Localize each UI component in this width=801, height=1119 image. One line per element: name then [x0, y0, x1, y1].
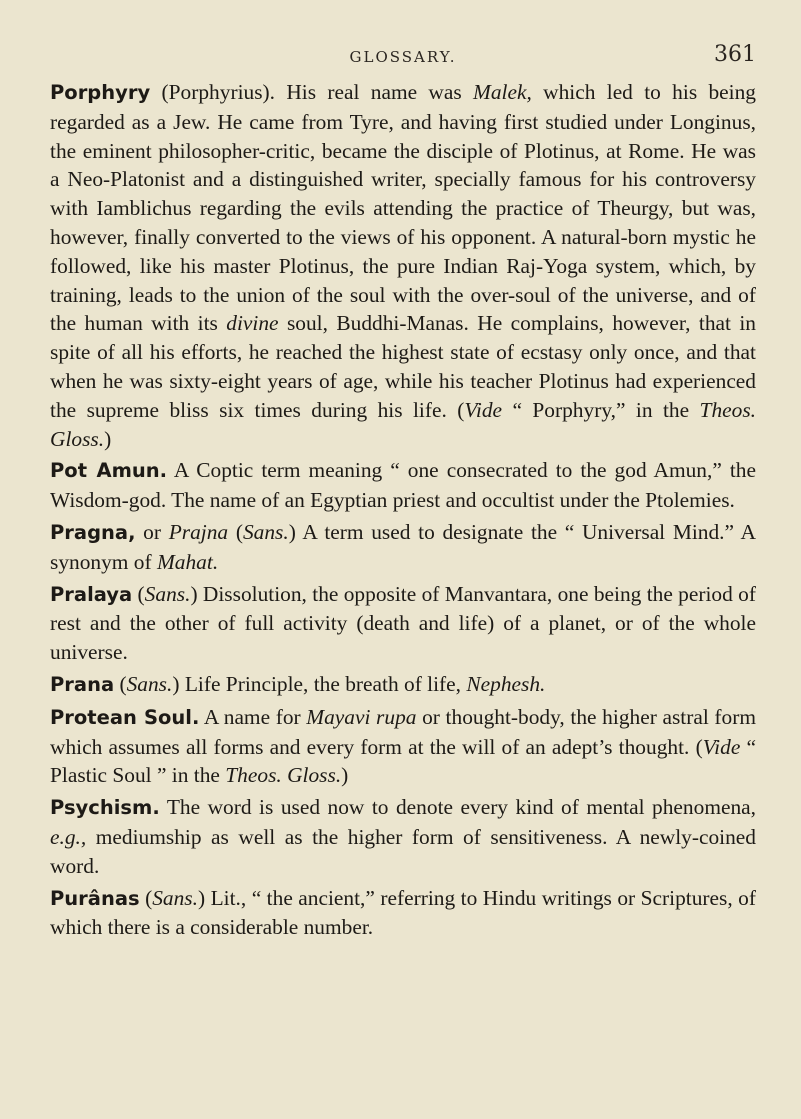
entry-text: soul, Buddhi-Manas. He complains, however, that in spite of all his efforts, he reached the highest state of ecstasy only once, and that when he was sixty-eight years of age, while his teacher Plotinus had experienced the supreme bliss six times during his life. (: [50, 311, 757, 422]
book-page: [50, 42, 757, 1088]
entry-italic-text: Theos. Gloss.: [225, 763, 342, 788]
entry-text: The word is used now to denote every kind of mental phenomena,: [159, 795, 756, 820]
entry-italic-text: Mayavi rupa: [306, 704, 417, 729]
glossary-entry: [50, 670, 756, 700]
entry-text: ) Lit., “ the ancient,” referring to Hindu writings or Scriptures, of which there is a considerable number.: [50, 885, 756, 940]
entry-text: mediumship as well as the higher form of sensitiveness. A newly-coined word.: [50, 824, 756, 878]
entry-term: Protean Soul.: [50, 705, 200, 729]
entry-italic-text: Nephesh.: [466, 671, 546, 696]
entry-text: ): [341, 763, 349, 788]
entry-text: (: [228, 519, 243, 544]
entry-italic-text: Malek,: [473, 80, 532, 104]
entry-term: Porphyry: [50, 81, 151, 104]
entry-italic-text: Sans.: [152, 885, 198, 910]
entry-text: A name for: [199, 704, 307, 729]
glossary-entry: [50, 78, 756, 453]
entry-italic-text: Vide: [702, 734, 741, 759]
glossary-entry: [50, 884, 756, 943]
entry-italic-text: Vide: [464, 397, 503, 422]
entry-term: Pot Amun.: [50, 459, 168, 483]
entry-term: Pralaya: [50, 582, 133, 606]
entry-text: (: [114, 671, 127, 696]
entry-term: Psychism.: [50, 796, 160, 820]
entry-text: or thought-body, the higher astral form which assumes all forms and every form at the will of an adept’s thought. (: [50, 704, 756, 759]
glossary-entry: [50, 518, 756, 577]
glossary-entries: [50, 78, 756, 942]
glossary-entry: [50, 456, 756, 515]
glossary-entry: [50, 703, 756, 790]
entry-italic-text: Sans.: [126, 671, 173, 696]
entry-italic-text: e.g.,: [50, 824, 87, 849]
entry-italic-text: Mahat.: [156, 549, 219, 574]
entry-italic-text: Sans.: [242, 519, 289, 544]
entry-italic-text: divine: [226, 311, 279, 336]
entry-text: which led to his being regarded as a Jew. He came from Tyre, and having first studied under Longinus, the eminent philosopher-critic, became the disciple of Plotinus, at Rome. He was a Neo-Platonist and a distinguished writer, specially famous for his controversy with Iamblichus regarding the evils attending the practice of Theurgy, but was, however, finally converted to the views of his opponent. A natural-born mystic he followed, like his master Plotinus, the pure Indian Raj-Yoga system, which, by training, leads to the union of the soul with the over-soul of the universe, and of the human with its: [50, 80, 756, 336]
entry-text: “ Porphyry,” in the: [502, 397, 700, 422]
entry-text: ): [104, 426, 112, 451]
running-head-title: GLOSSARY.: [349, 48, 457, 66]
glossary-entry: [50, 580, 756, 667]
entry-text: ) Dissolution, the opposite of Manvantara, one being the period of rest and the other of full activity (death and life) of a planet, or of the whole universe.: [50, 581, 756, 665]
entry-term: Prana: [50, 672, 115, 696]
entry-text: (: [139, 885, 153, 910]
glossary-entry: [50, 793, 756, 880]
entry-italic-text: Sans.: [144, 581, 191, 606]
running-head: [50, 42, 756, 78]
entry-term: Pragna,: [50, 520, 136, 544]
entry-text: A Coptic term meaning “ one consecrated to the god Amun,” the Wisdom-god. The name of an Egyptian priest and occultist under the Ptolemies.: [50, 458, 756, 513]
entry-text: (Porphyrius). His real name was: [150, 80, 474, 104]
entry-italic-text: Theos. Gloss.: [50, 397, 757, 451]
entry-text: or: [135, 519, 169, 544]
entry-text: ) Life Principle, the breath of life,: [172, 671, 467, 696]
entry-text: “ Plastic Soul ” in the: [50, 734, 757, 788]
entry-italic-text: Prajna: [168, 519, 229, 544]
entry-term: Purânas: [50, 886, 140, 910]
entry-text: (: [132, 581, 145, 606]
page-number: 361: [714, 42, 756, 67]
entry-text: ) A term used to designate the “ Universal Mind.” A synonym of: [50, 519, 756, 574]
